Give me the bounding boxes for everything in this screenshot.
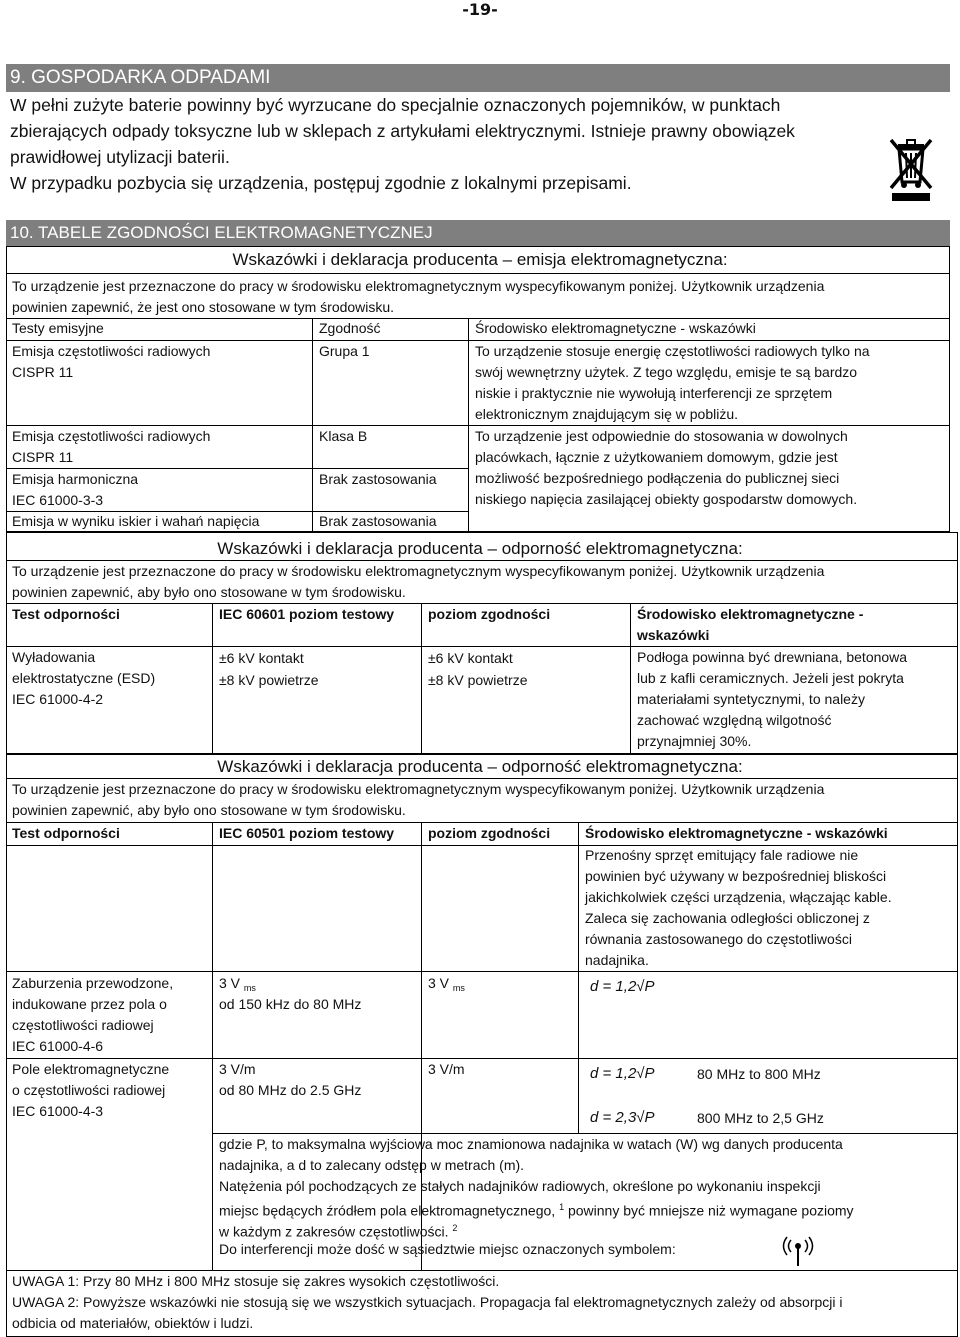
note-uwaga: UWAGA 1: Przy 80 MHz i 800 MHz stosuje się zakres wysokich częstotliwości. [12, 1273, 500, 1289]
table-cell: elektronicznym znajdującym się w pobliżu. [475, 406, 738, 422]
table-cell: materiałami syntetycznymi, to należy [637, 691, 865, 707]
col-header: IEC 60501 poziom testowy [219, 825, 395, 841]
section-9-line: W przypadku pozbycia się urządzenia, postępuj zgodnie z lokalnymi przepisami. [10, 173, 632, 193]
table-cell: To urządzenie stosuje energię częstotliwości radiowych tylko na [475, 343, 870, 359]
table-cell: Wyładowania [12, 649, 96, 665]
table-cell: IEC 61000-4-6 [12, 1038, 104, 1054]
note-text: gdzie P, to maksymalna wyjściowa moc znamionowa nadajnika w watach (W) wg danych producenta [219, 1136, 843, 1152]
note-uwaga: UWAGA 2: Powyższe wskazówki nie stosują się we wszystkich sytuacjach. Propagacja fal elektromagnetycznych zależy od absorpcji i [12, 1294, 843, 1310]
emission-heading: Wskazówki i deklaracja producenta – emisja elektromagnetyczna: [232, 250, 728, 269]
divider [630, 603, 631, 754]
table-cell: CISPR 11 [12, 449, 74, 465]
immunity-heading: Wskazówki i deklaracja producenta – odporność elektromagnetyczna: [217, 757, 743, 776]
note-uwaga: odbicia od materiałów, obiektów i ludzi. [12, 1315, 254, 1331]
emission-intro: To urządzenie jest przeznaczone do pracy w środowisku elektromagnetycznym wyspecyfikowanym poniżej. Użytkownik urządzenia [12, 278, 825, 294]
immunity-intro: powinien zapewnić, aby było ono stosowane w tym środowisku. [12, 802, 406, 818]
table-cell: 3 V/m [219, 1061, 256, 1077]
table-cell: Podłoga powinna być drewniana, betonowa [637, 649, 908, 665]
formula: d = 1,2√P [590, 1065, 655, 1082]
divider [212, 822, 213, 1270]
guidance-text: nadajnika. [585, 952, 649, 968]
table-cell: ±6 kV kontakt [219, 650, 304, 666]
immunity-heading: Wskazówki i deklaracja producenta – odporność elektromagnetyczna: [217, 539, 743, 558]
table-cell: Brak zastosowania [319, 513, 437, 529]
table-cell: 3 V/m [428, 1061, 465, 1077]
note-text: nadajnika, a d to zalecany odstęp w metrach (m). [219, 1157, 525, 1173]
table-cell: IEC 61000-4-2 [12, 691, 104, 707]
table-cell: placówkach, łącznie z użytkowaniem domowym, gdzie jest [475, 449, 838, 465]
table-cell: od 80 MHz do 2.5 GHz [219, 1082, 362, 1098]
divider [421, 603, 422, 754]
col-header: poziom zgodności [428, 825, 551, 841]
table-cell: ±8 kV powietrze [428, 672, 528, 688]
table-cell: Emisja częstotliwości radiowych [12, 428, 211, 444]
table-cell: swój wewnętrzny użytek. Z tego względu, emisje te są bardzo [475, 364, 858, 380]
divider [6, 971, 958, 972]
col-header: Środowisko elektromagnetyczne - wskazówki [475, 320, 756, 336]
guidance-text: powinien być używany w bezpośredniej bliskości [585, 868, 887, 884]
note-text: Do interferencji może dość w sąsiedztwie miejsc oznaczonych symbolem: [219, 1241, 676, 1257]
table-cell: To urządzenie jest odpowiednie do stosowania w dowolnych [475, 428, 848, 444]
weee-crossed-bin-icon [885, 134, 937, 202]
table-cell: Emisja częstotliwości radiowych [12, 343, 211, 359]
formula: d = 2,3√P [590, 1109, 655, 1126]
emission-intro: powinien zapewnić, że jest ono stosowane w tym środowisku. [12, 299, 395, 315]
unit-subscript: ms [243, 983, 256, 993]
col-header: Środowisko elektromagnetyczne - wskazówki [585, 825, 888, 841]
table-cell: ±6 kV kontakt [428, 650, 513, 666]
note-fragment: miejsc będących źródłem pola elektromagnetycznego, [219, 1202, 556, 1219]
section-9-line: W pełni zużyte baterie powinny być wyrzucane do specjalnie oznaczonych pojemników, w punktach [10, 95, 781, 115]
guidance-text: Zaleca się zachowania odległości obliczonej z [585, 910, 870, 926]
footnote-ref: 2 [452, 1223, 458, 1233]
note-text: Natężenia pól pochodzących ze stałych nadajników radiowych, określone po wykonaniu inspekcji [219, 1178, 821, 1194]
frequency-range: 80 MHz to 800 MHz [697, 1066, 821, 1082]
frequency-range: 800 MHz to 2,5 GHz [697, 1110, 824, 1126]
table-cell: niskie i praktycznie nie wywołują interferencji ze sprzętem [475, 385, 833, 401]
formula: d = 1,2√P [590, 978, 655, 995]
guidance-text: jakichkolwiek części urządzenia, włączając kable. [585, 889, 892, 905]
section-10-title: 10. TABELE ZGODNOŚCI ELEKTROMAGNETYCZNEJ [6, 220, 950, 246]
table-cell: IEC 61000-4-3 [12, 1103, 104, 1119]
page-number: -19- [462, 0, 498, 19]
table-cell: indukowane przez pola o [12, 996, 167, 1012]
guidance-text: Przenośny sprzęt emitujący fale radiowe nie [585, 847, 859, 863]
table-cell: CISPR 11 [12, 364, 74, 380]
table-cell: Klasa B [319, 428, 368, 444]
divider [6, 273, 950, 274]
table-cell: częstotliwości radiowej [12, 1017, 154, 1033]
divider [578, 822, 579, 1133]
col-header: Test odporności [12, 606, 120, 622]
value-text: 3 V [428, 975, 450, 991]
section-9-title: 9. GOSPODARKA ODPADAMI [6, 64, 950, 92]
table-cell [428, 973, 465, 1000]
col-header: poziom zgodności [428, 606, 551, 622]
col-header: wskazówki [637, 627, 710, 643]
immunity-intro: powinien zapewnić, aby było ono stosowane w tym środowisku. [12, 584, 406, 600]
table-cell: Brak zastosowania [319, 471, 437, 487]
table-cell: o częstotliwości radiowej [12, 1082, 166, 1098]
table-cell: elektrostatyczne (ESD) [12, 670, 156, 686]
col-header: Środowisko elektromagnetyczne - [637, 606, 864, 622]
col-header: Zgodność [319, 320, 381, 336]
table-cell: od 150 kHz do 80 MHz [219, 996, 362, 1012]
table-cell: możliwość bezpośredniego podłączenia do publicznej sieci [475, 470, 840, 486]
col-header: IEC 60601 poziom testowy [219, 606, 395, 622]
table-cell: IEC 61000-3-3 [12, 492, 104, 508]
divider [212, 603, 213, 754]
table-cell: zachować względną wilgotność [637, 712, 832, 728]
table-cell: przynajmniej 30%. [637, 733, 752, 749]
table-cell: lub z kafli ceramicznych. Jeżeli jest pokryta [637, 670, 904, 686]
table-cell: niskiego napięcia zasilającej obiekty gospodarstw domowych. [475, 491, 858, 507]
table-cell: Emisja w wyniku iskier i wahań napięcia [12, 513, 260, 529]
col-header: Test odporności [12, 825, 120, 841]
table-cell: Emisja harmoniczna [12, 471, 139, 487]
section-9-line: prawidłowej utylizacji baterii. [10, 147, 230, 167]
value-text: 3 V [219, 975, 241, 991]
table-cell: Pole elektromagnetyczne [12, 1061, 170, 1077]
footnote-ref: 1 [559, 1202, 565, 1212]
section-9-line: zbierających odpady toksyczne lub w sklepach z artykułami elektrycznymi. Istnieje prawny obowiązek [10, 121, 795, 141]
immunity-intro: To urządzenie jest przeznaczone do pracy w środowisku elektromagnetycznym wyspecyfikowanym poniżej. Użytkownik urządzenia [12, 563, 825, 579]
col-header: Testy emisyjne [12, 320, 104, 336]
table-cell: ±8 kV powietrze [219, 672, 319, 688]
unit-subscript: ms [452, 983, 465, 993]
guidance-text: równania zastosowanego do częstotliwości [585, 931, 852, 947]
note-fragment: powinny być mniejsze niż wymagane poziomy [567, 1202, 854, 1219]
table-cell: Zaburzenia przewodzone, [12, 975, 174, 991]
note-fragment: w każdym z zakresów częstotliwości. [219, 1223, 449, 1240]
radio-transmitter-icon [778, 1236, 818, 1268]
table-cell: Grupa 1 [319, 343, 370, 359]
immunity-intro: To urządzenie jest przeznaczone do pracy w środowisku elektromagnetycznym wyspecyfikowanym poniżej. Użytkownik urządzenia [12, 781, 825, 797]
